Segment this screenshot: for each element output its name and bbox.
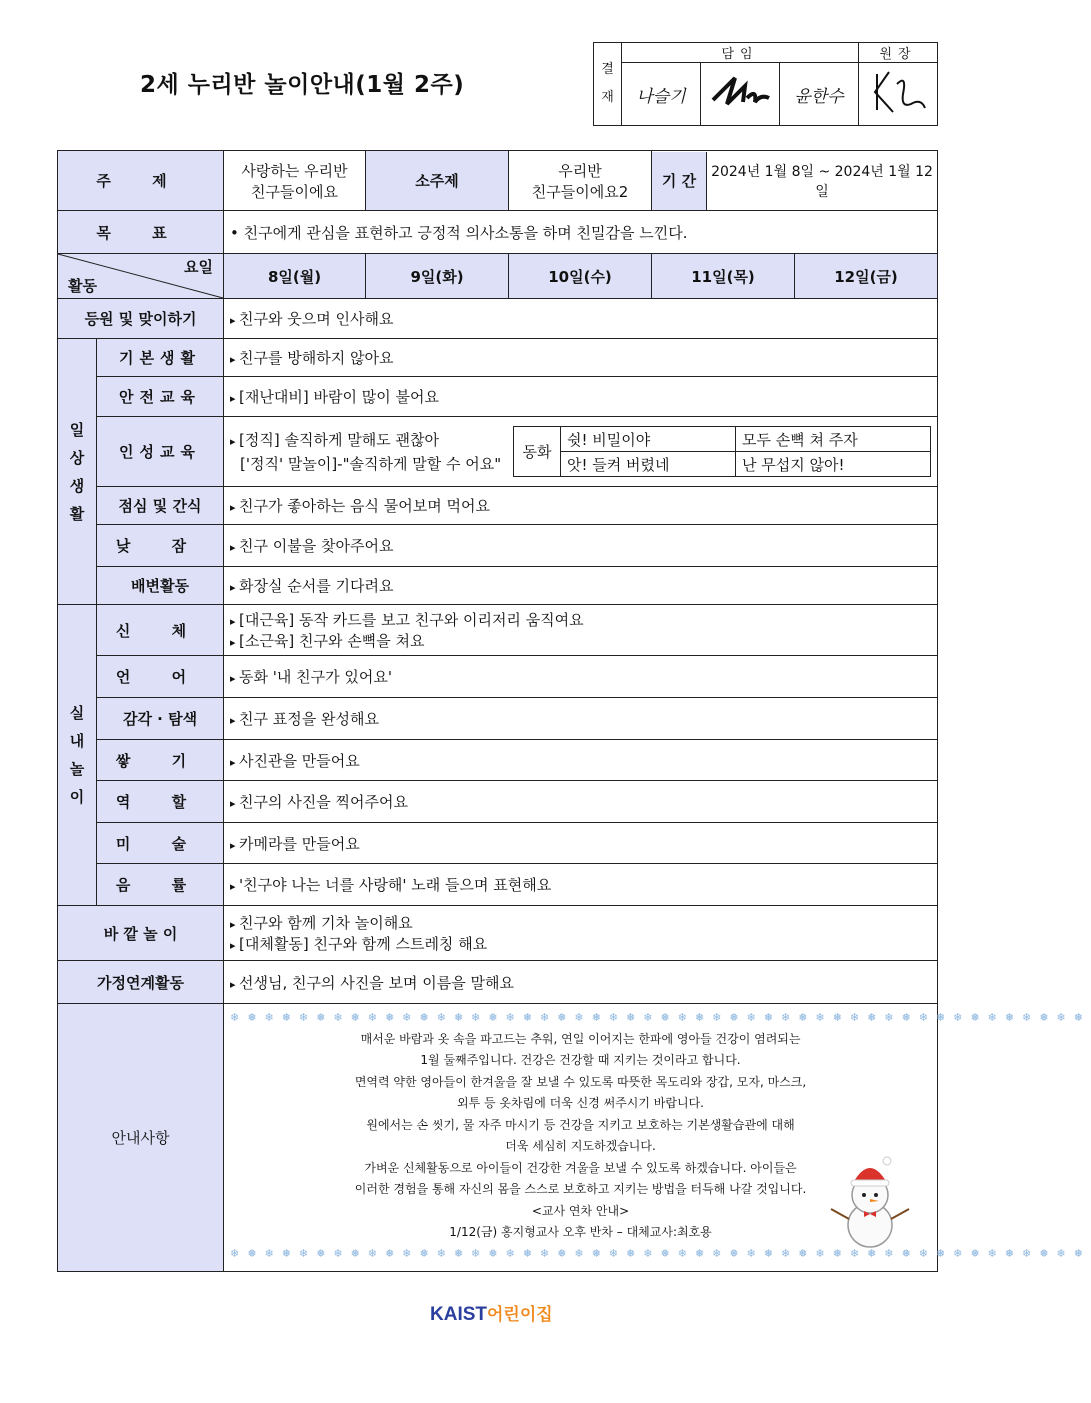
notice-label: 안내사항 — [58, 1004, 224, 1272]
character-text-2: ['정직' 말놀이]-"솔직하게 말할 수 어요" — [240, 454, 502, 473]
notice-line: 가벼운 신체활동으로 아이들이 건강한 겨울을 보낼 수 있도록 하겠습니다. 아이들은 — [364, 1160, 797, 1175]
kaist-logo: KAIST어린이집 — [430, 1304, 553, 1325]
physical-text-1: ▸ [대근육] 동작 카드를 보고 친구와 이리저리 움직여요 — [230, 609, 931, 630]
blocks-label: 쌓 기 — [97, 740, 224, 781]
story-3: 앗! 들켜 버렸네 — [561, 452, 736, 477]
roleplay-text: ▸ 친구의 사진을 찍어주어요 — [224, 781, 938, 823]
sensory-label: 감각 · 탐색 — [97, 698, 224, 740]
outdoor-cell — [224, 906, 938, 961]
home-label: 가정연계활동 — [58, 961, 224, 1004]
snowflake-border-bottom: ❄❅❄❅❄❅❄❅❄❅❄❅❄❅❄❅❄❅❄❅❄❅❄❅❄❅❄❅❄❅❄❅❄❅❄❅❄❅❄❅❄❅❄❅❄❅❄❅❄❅ — [230, 1246, 1091, 1260]
language-text: ▸ 동화 '내 친구가 있어요' — [224, 656, 938, 698]
physical-cell — [224, 605, 938, 656]
safety-label: 안전교육 — [97, 377, 224, 417]
music-text: ▸ '친구야 나는 너를 사랑해' 노래 들으며 표현해요 — [224, 864, 938, 906]
notice-line: 더욱 세심히 지도하겠습니다. — [505, 1139, 656, 1153]
outdoor-text-1: ▸ 친구와 함께 기차 놀이해요 — [230, 912, 931, 933]
notice-cell — [224, 1004, 1091, 1272]
signature-teacher-mark — [701, 63, 780, 126]
theme-label: 주 제 — [58, 151, 224, 211]
theme-value: 사랑하는 우리반 친구들이에요 — [224, 151, 366, 211]
notice-line: 면역력 약한 영아들이 한겨울을 잘 보낼 수 있도록 따뜻한 목도리와 장갑, 모자, 마스크, — [354, 1074, 807, 1089]
notice-line: <교사 연차 안내> — [531, 1203, 630, 1218]
day-mon: 8일(월) — [224, 254, 366, 299]
day-tue: 9일(화) — [366, 254, 509, 299]
sensory-text: ▸ 친구 표정을 완성해요 — [224, 698, 938, 740]
art-label: 미 술 — [97, 823, 224, 864]
toilet-label: 배변활동 — [97, 567, 224, 605]
period-cell — [652, 151, 938, 211]
snowman-icon — [825, 1153, 915, 1249]
arrival-label: 등원 및 맞이하기 — [58, 299, 224, 339]
day-activity-header: 요일 활동 — [58, 254, 224, 299]
indoor-group-label: 실 내 놀 이 — [58, 605, 97, 906]
nap-text: ▸ 친구 이불을 찾아주어요 — [224, 525, 938, 567]
page-title: 2세 누리반 놀이안내(1월 2주) — [140, 72, 465, 98]
signature-teacher-name: 나슬기 — [622, 63, 701, 126]
outdoor-label: 바 깥 놀 이 — [58, 906, 224, 961]
period-label: 기 간 — [652, 152, 707, 210]
physical-text-2: ▸ [소근육] 친구와 손뼉을 쳐요 — [230, 630, 931, 651]
snowflake-border-top: ❄❅❄❅❄❅❄❅❄❅❄❅❄❅❄❅❄❅❄❅❄❅❄❅❄❅❄❅❄❅❄❅❄❅❄❅❄❅❄❅❄❅❄❅❄❅❄❅❄❅ — [230, 1010, 1091, 1024]
physical-label: 신 체 — [97, 605, 224, 656]
approval-label: 결 재 — [594, 43, 622, 126]
subtheme-label: 소주제 — [366, 151, 509, 211]
lunch-label: 점심 및 간식 — [97, 487, 224, 525]
basic-text: ▸ 친구를 방해하지 않아요 — [224, 339, 938, 377]
story-1: 쉿! 비밀이야 — [561, 427, 736, 452]
story-table — [513, 426, 931, 477]
basic-label: 기본생활 — [97, 339, 224, 377]
character-label: 인성교육 — [97, 417, 224, 487]
notice-line: 원에서는 손 씻기, 물 자주 마시기 등 건강을 지키고 보호하는 기본생활습관에 대해 — [366, 1117, 795, 1132]
plan-table — [57, 150, 1091, 1272]
day-wed: 10일(수) — [509, 254, 652, 299]
subtheme-value: 우리반 친구들이에요2 — [509, 151, 652, 211]
art-text: ▸ 카메라를 만들어요 — [224, 823, 938, 864]
outdoor-text-2: ▸ [대체활동] 친구와 함께 스트레칭 해요 — [230, 933, 931, 954]
day-thu: 11일(목) — [652, 254, 795, 299]
goal-label: 목 표 — [58, 211, 224, 254]
teacher-header: 담임 — [622, 43, 859, 63]
language-label: 언 어 — [97, 656, 224, 698]
period-value: 2024년 1월 8일 ~ 2024년 1월 12일 — [711, 163, 933, 200]
roleplay-label: 역 할 — [97, 781, 224, 823]
notice-line: 1월 둘째주입니다. 건강은 건강할 때 지키는 것이라고 합니다. — [420, 1053, 741, 1067]
notice-line: 매서운 바람과 옷 속을 파고드는 추워, 연일 이어지는 한파에 영아들 건강이 염려되는 — [360, 1031, 801, 1046]
notice-line: 1/12(금) 홍지형교사 오후 반차 – 대체교사:최호용 — [449, 1225, 712, 1239]
story-label: 동화 — [514, 427, 561, 477]
nap-label: 낮 잠 — [97, 525, 224, 567]
story-2: 모두 손뼉 쳐 주자 — [735, 427, 930, 452]
character-text-1: ▸ [정직] 솔직하게 말해도 괜찮아 — [230, 429, 505, 453]
notice-line: 이러한 경험을 통해 자신의 몸을 스스로 보호하고 지키는 방법을 터득해 나갈 것입니다. — [354, 1182, 807, 1196]
goal-text: • 친구에게 관심을 표현하고 긍정적 의사소통을 하며 친밀감을 느낀다. — [224, 211, 938, 254]
signature-director-mark — [859, 63, 938, 126]
blocks-text: ▸ 사진관을 만들어요 — [224, 740, 938, 781]
director-header: 원장 — [859, 43, 938, 63]
approval-box — [593, 42, 938, 126]
lunch-text: ▸ 친구가 좋아하는 음식 물어보며 먹어요 — [224, 487, 938, 525]
safety-text: ▸ [재난대비] 바람이 많이 불어요 — [224, 377, 938, 417]
toilet-text: ▸ 화장실 순서를 기다려요 — [224, 567, 938, 605]
day-fri: 12일(금) — [795, 254, 938, 299]
story-4: 난 무섭지 않아! — [735, 452, 930, 477]
daily-life-group-label: 일 상 생 활 — [58, 339, 97, 605]
character-cell — [224, 417, 938, 487]
music-label: 음 률 — [97, 864, 224, 906]
arrival-text: ▸ 친구와 웃으며 인사해요 — [224, 299, 938, 339]
home-text: ▸ 선생님, 친구의 사진을 보며 이름을 말해요 — [224, 961, 938, 1004]
signature-director-name: 윤한수 — [780, 63, 859, 126]
notice-line: 외투 등 옷차림에 더욱 신경 써주시기 바랍니다. — [457, 1096, 704, 1110]
